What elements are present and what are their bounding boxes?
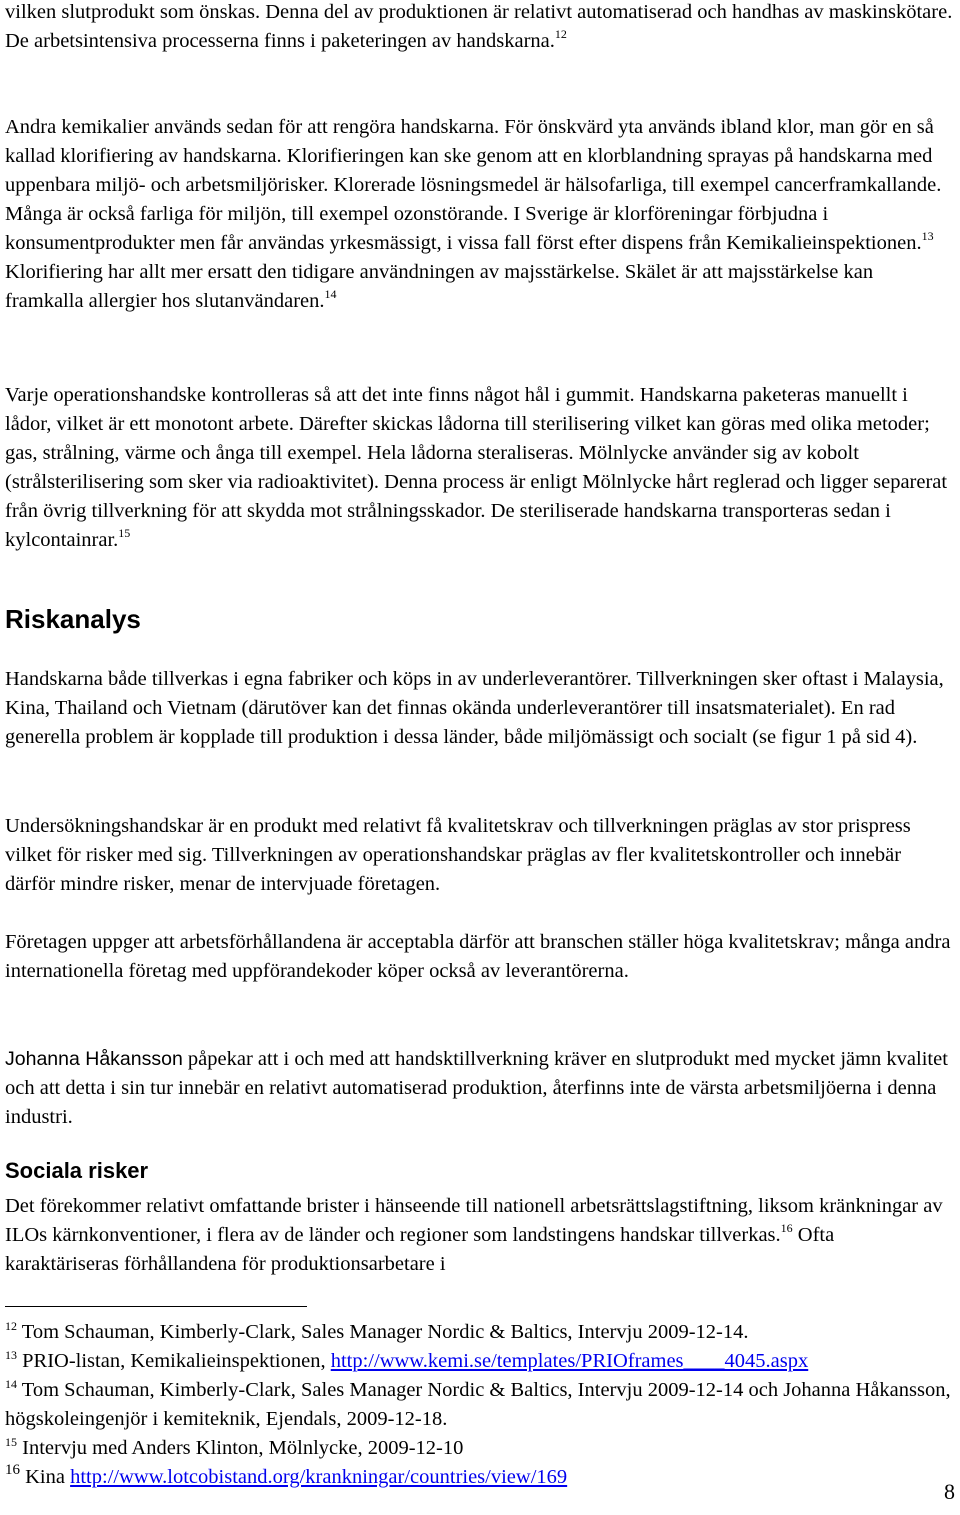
paragraph-risk-suppliers: Handskarna både tillverkas i egna fabriker och köps in av underleverantörer. Tillverkningen sker oftast i Malaysia, Kina, Thailand och Vietnam (därutöver kan det finnas okända underleverantörer till insatsmaterialet). En rad generella problem är kopplade till produktion i dessa länder, både miljömässigt och socialt (se figur 1 på sid 4). <box>5 668 944 748</box>
footnote-link[interactable]: http://www.lotcobistand.org/krankningar/countries/view/169 <box>70 1466 568 1488</box>
footnote-separator <box>5 1306 307 1307</box>
footnote-ref-13[interactable]: 13 <box>921 229 934 243</box>
paragraph-text: vilken slutprodukt som önskas. Denna del av produktionen är relativt automatiserad och handhas av maskinskötare. De arbetsintensiva processerna finns i paketeringen av handskarna. <box>5 1 953 52</box>
paragraph-intro <box>5 0 953 56</box>
paragraph-risk-quality: Undersökningshandskar är en produkt med relativt få kvalitetskrav och tillverkningen präglas av stor prispress vilket för risker med sig. Tillverkningen av operationshandskar präglas av fler kvalitetskontroller och innebär därför mindre risker, menar de intervjuade företagen. <box>5 815 911 895</box>
paragraph-risk-automation <box>5 1045 953 1132</box>
footnote-number: 16 <box>5 1462 20 1478</box>
paragraph-text: Andra kemikalier används sedan för att rengöra handskarna. För önskvärd yta används ibland klor, man gör en så kallad klorifiering av handskarna. Klorifieringen kan ske genom att en klorblandning sprayas på handskarna med uppenbara miljö- och arbetsmiljörisker. Klorerade lösningsmedel är hälsofarliga, till exempel cancerframkallande. Många är också farliga för miljön, till exempel ozonstörande. I Sverige är klorföreningar förbjudna i konsumentprodukter men får användas yrkesmässigt, i vissa fall först efter dispens från Kemikalieinspektionen. <box>5 116 942 254</box>
paragraph-risk-working-conditions: Företagen uppger att arbetsförhållandena är acceptabla därför att branschen ställer höga kvalitetskrav; många andra internationella företag med uppförandekoder köper också av leverantörerna. <box>5 931 951 982</box>
footnote-16 <box>5 1463 953 1492</box>
footnote-text: Tom Schauman, Kimberly-Clark, Sales Manager Nordic & Baltics, Intervju 2009-12-14. <box>17 1321 749 1343</box>
footnote-14 <box>5 1376 953 1434</box>
paragraph-quality-control <box>5 381 953 555</box>
footnote-number: 12 <box>5 1319 17 1333</box>
paragraph-social-risks <box>5 1192 953 1279</box>
person-name: Johanna Håkansson <box>5 1048 183 1070</box>
footnote-ref-14[interactable]: 14 <box>324 287 337 301</box>
paragraph-chlorination <box>5 113 953 316</box>
paragraph-text: Det förekommer relativt omfattande brister i hänseende till nationell arbetsrättslagstiftning, liksom kränkningar av ILOs kärnkonventioner, i flera av de länder och regioner som landstingens handskar tillverkas. <box>5 1195 943 1246</box>
paragraph-text: påpekar att i och med att handsktillverkning kräver en slutprodukt med mycket jämn kvalitet och att detta i sin tur innebär en relativt automatiserad produktion, återfinns inte de värsta arbetsmiljöerna i denna industri. <box>5 1048 948 1128</box>
footnote-link[interactable]: http://www.kemi.se/templates/PRIOframes____4045.aspx <box>330 1350 809 1372</box>
footnotes <box>5 1318 953 1492</box>
footnote-text: PRIO-listan, Kemikalieinspektionen, <box>17 1350 331 1372</box>
footnote-13 <box>5 1347 953 1376</box>
paragraph-text-continued: Klorifiering har allt mer ersatt den tidigare användningen av majsstärkelse. Skälet är att majsstärkelse kan framkalla allergier hos slutanvändaren. <box>5 261 874 312</box>
page-number: 8 <box>944 1479 955 1504</box>
footnote-12 <box>5 1318 953 1347</box>
section-heading-riskanalys: Riskanalys <box>5 604 141 634</box>
paragraph-text-continued: Ofta karaktäriseras förhållandena för produktionsarbetare i <box>5 1224 835 1275</box>
footnote-number: 13 <box>5 1348 17 1362</box>
footnote-15 <box>5 1434 953 1463</box>
footnote-text: Intervju med Anders Klinton, Mölnlycke, 2009-12-10 <box>17 1437 464 1459</box>
paragraph-text: Varje operationshandske kontrolleras så att det inte finns något hål i gummit. Handskarna paketeras manuellt i lådor, vilket är ett monotont arbete. Därefter skickas lådorna till sterilisering vilket kan göras med olika metoder; gas, strålning, värme och ånga till exempel. Hela lådorna steraliseras. Mölnlycke använder sig av kobolt (strålsterilisering som sker via radioaktivitet). Denna process är enligt Mölnlycke hårt reglerad och ligger separerat från övrig tillverkning för att skydda mot strålningsskador. De steriliserade handskarna transporteras sedan i kylcontainrar. <box>5 384 948 551</box>
footnote-ref-12[interactable]: 12 <box>554 27 567 41</box>
footnote-text: Tom Schauman, Kimberly-Clark, Sales Manager Nordic & Baltics, Intervju 2009-12-14 och Johanna Håkansson, högskoleingenjör i kemiteknik, Ejendals, 2009-12-18. <box>5 1379 951 1430</box>
footnote-text: Kina <box>20 1466 71 1488</box>
footnote-ref-16[interactable]: 16 <box>780 1221 793 1235</box>
footnote-number: 14 <box>5 1377 17 1391</box>
section-heading-sociala-risker: Sociala risker <box>5 1158 149 1183</box>
footnote-ref-15[interactable]: 15 <box>118 526 131 540</box>
footnote-number: 15 <box>5 1435 17 1449</box>
